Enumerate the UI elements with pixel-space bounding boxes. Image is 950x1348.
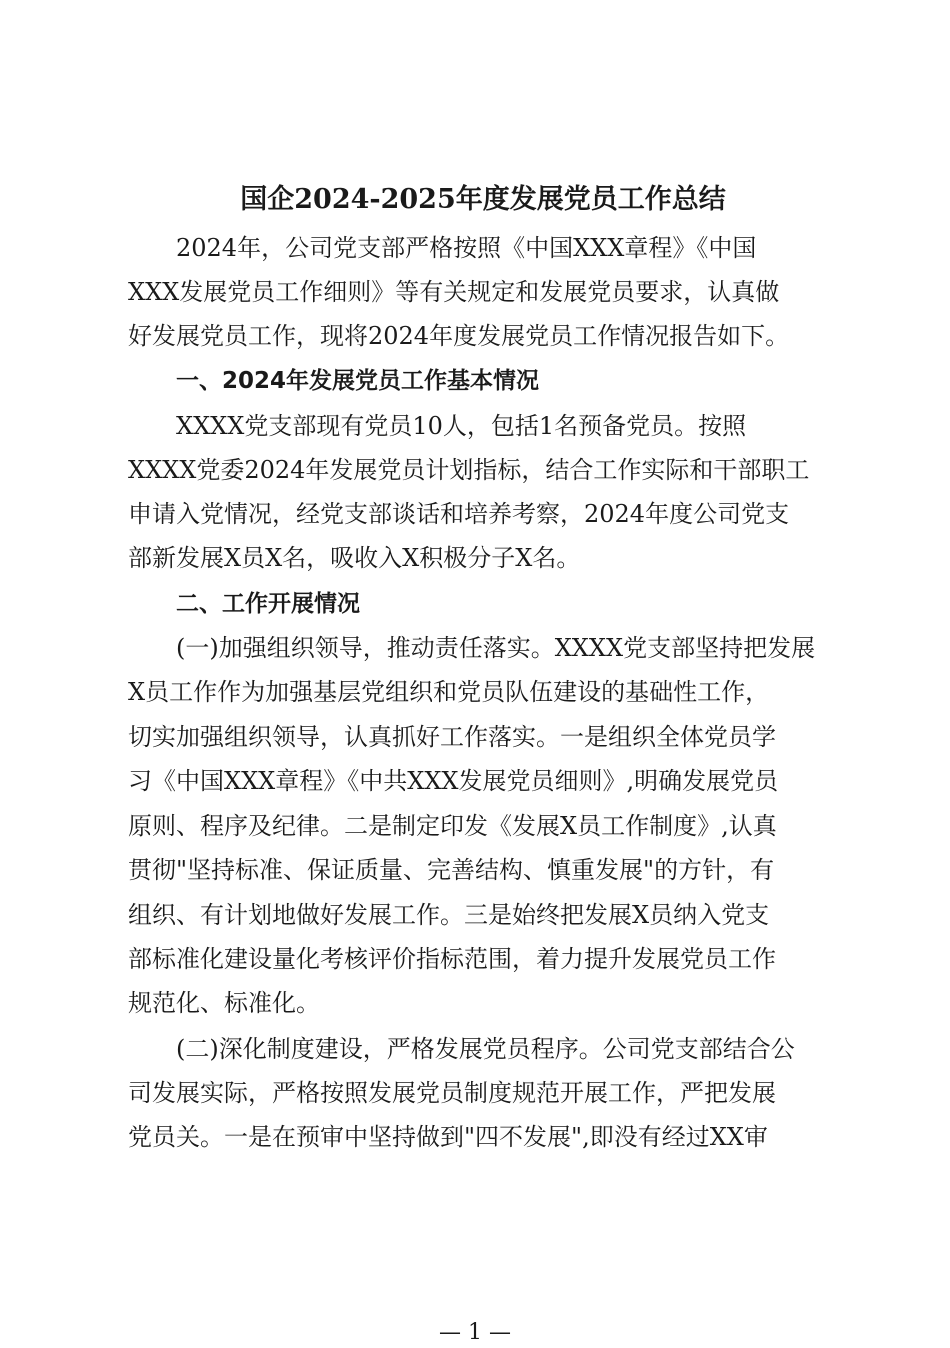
paragraph-line: 部标准化建设量化考核评价指标范围，着力提升发展党员工作 (128, 945, 776, 973)
paragraph-line: 原则、程序及纪律。二是制定印发《发展X员工作制度》,认真 (128, 812, 777, 840)
paragraph-line: (一)加强组织领导，推动责任落实。XXXX党支部坚持把发展 (176, 634, 816, 662)
paragraph-line: 2024年，公司党支部严格按照《中国XXX章程》《中国 (176, 234, 757, 262)
paragraph-line: 切实加强组织领导，认真抓好工作落实。一是组织全体党员学 (128, 723, 776, 751)
paragraph-line: 申请入党情况，经党支部谈话和培养考察，2024年度公司党支 (128, 500, 790, 528)
page-number: — 1 — (439, 1320, 511, 1345)
paragraph-line: (二)深化制度建设，严格发展党员程序。公司党支部结合公 (176, 1035, 795, 1063)
paragraph-line: 党员关。一是在预审中坚持做到"四不发展",即没有经过XX审 (128, 1123, 768, 1151)
section-heading: 二、工作开展情况 (176, 591, 360, 617)
paragraph-line: XXXX党委2024年发展党员计划指标，结合工作实际和干部职工 (128, 456, 810, 484)
paragraph-line: 部新发展X员X名，吸收入X积极分子X名。 (128, 544, 581, 572)
paragraph-line: XXX发展党员工作细则》等有关规定和发展党员要求，认真做 (128, 278, 780, 306)
paragraph-line: 好发展党员工作，现将2024年度发展党员工作情况报告如下。 (128, 322, 790, 350)
paragraph-line: 组织、有计划地做好发展工作。三是始终把发展X员纳入党支 (128, 901, 770, 929)
section-heading: 一、2024年发展党员工作基本情况 (176, 368, 540, 394)
document-title: 国企2024-2025年度发展党员工作总结 (240, 184, 726, 215)
paragraph-line: XXXX党支部现有党员10人，包括1名预备党员。按照 (176, 412, 747, 440)
paragraph-line: 习《中国XXX章程》《中共XXX发展党员细则》,明确发展党员 (128, 767, 779, 795)
paragraph-line: X员工作作为加强基层党组织和党员队伍建设的基础性工作， (128, 678, 770, 706)
paragraph-line: 规范化、标准化。 (128, 989, 320, 1017)
paragraph-line: 贯彻"坚持标准、保证质量、完善结构、慎重发展"的方针，有 (128, 856, 775, 884)
paragraph-line: 司发展实际，严格按照发展党员制度规范开展工作，严把发展 (128, 1079, 776, 1107)
